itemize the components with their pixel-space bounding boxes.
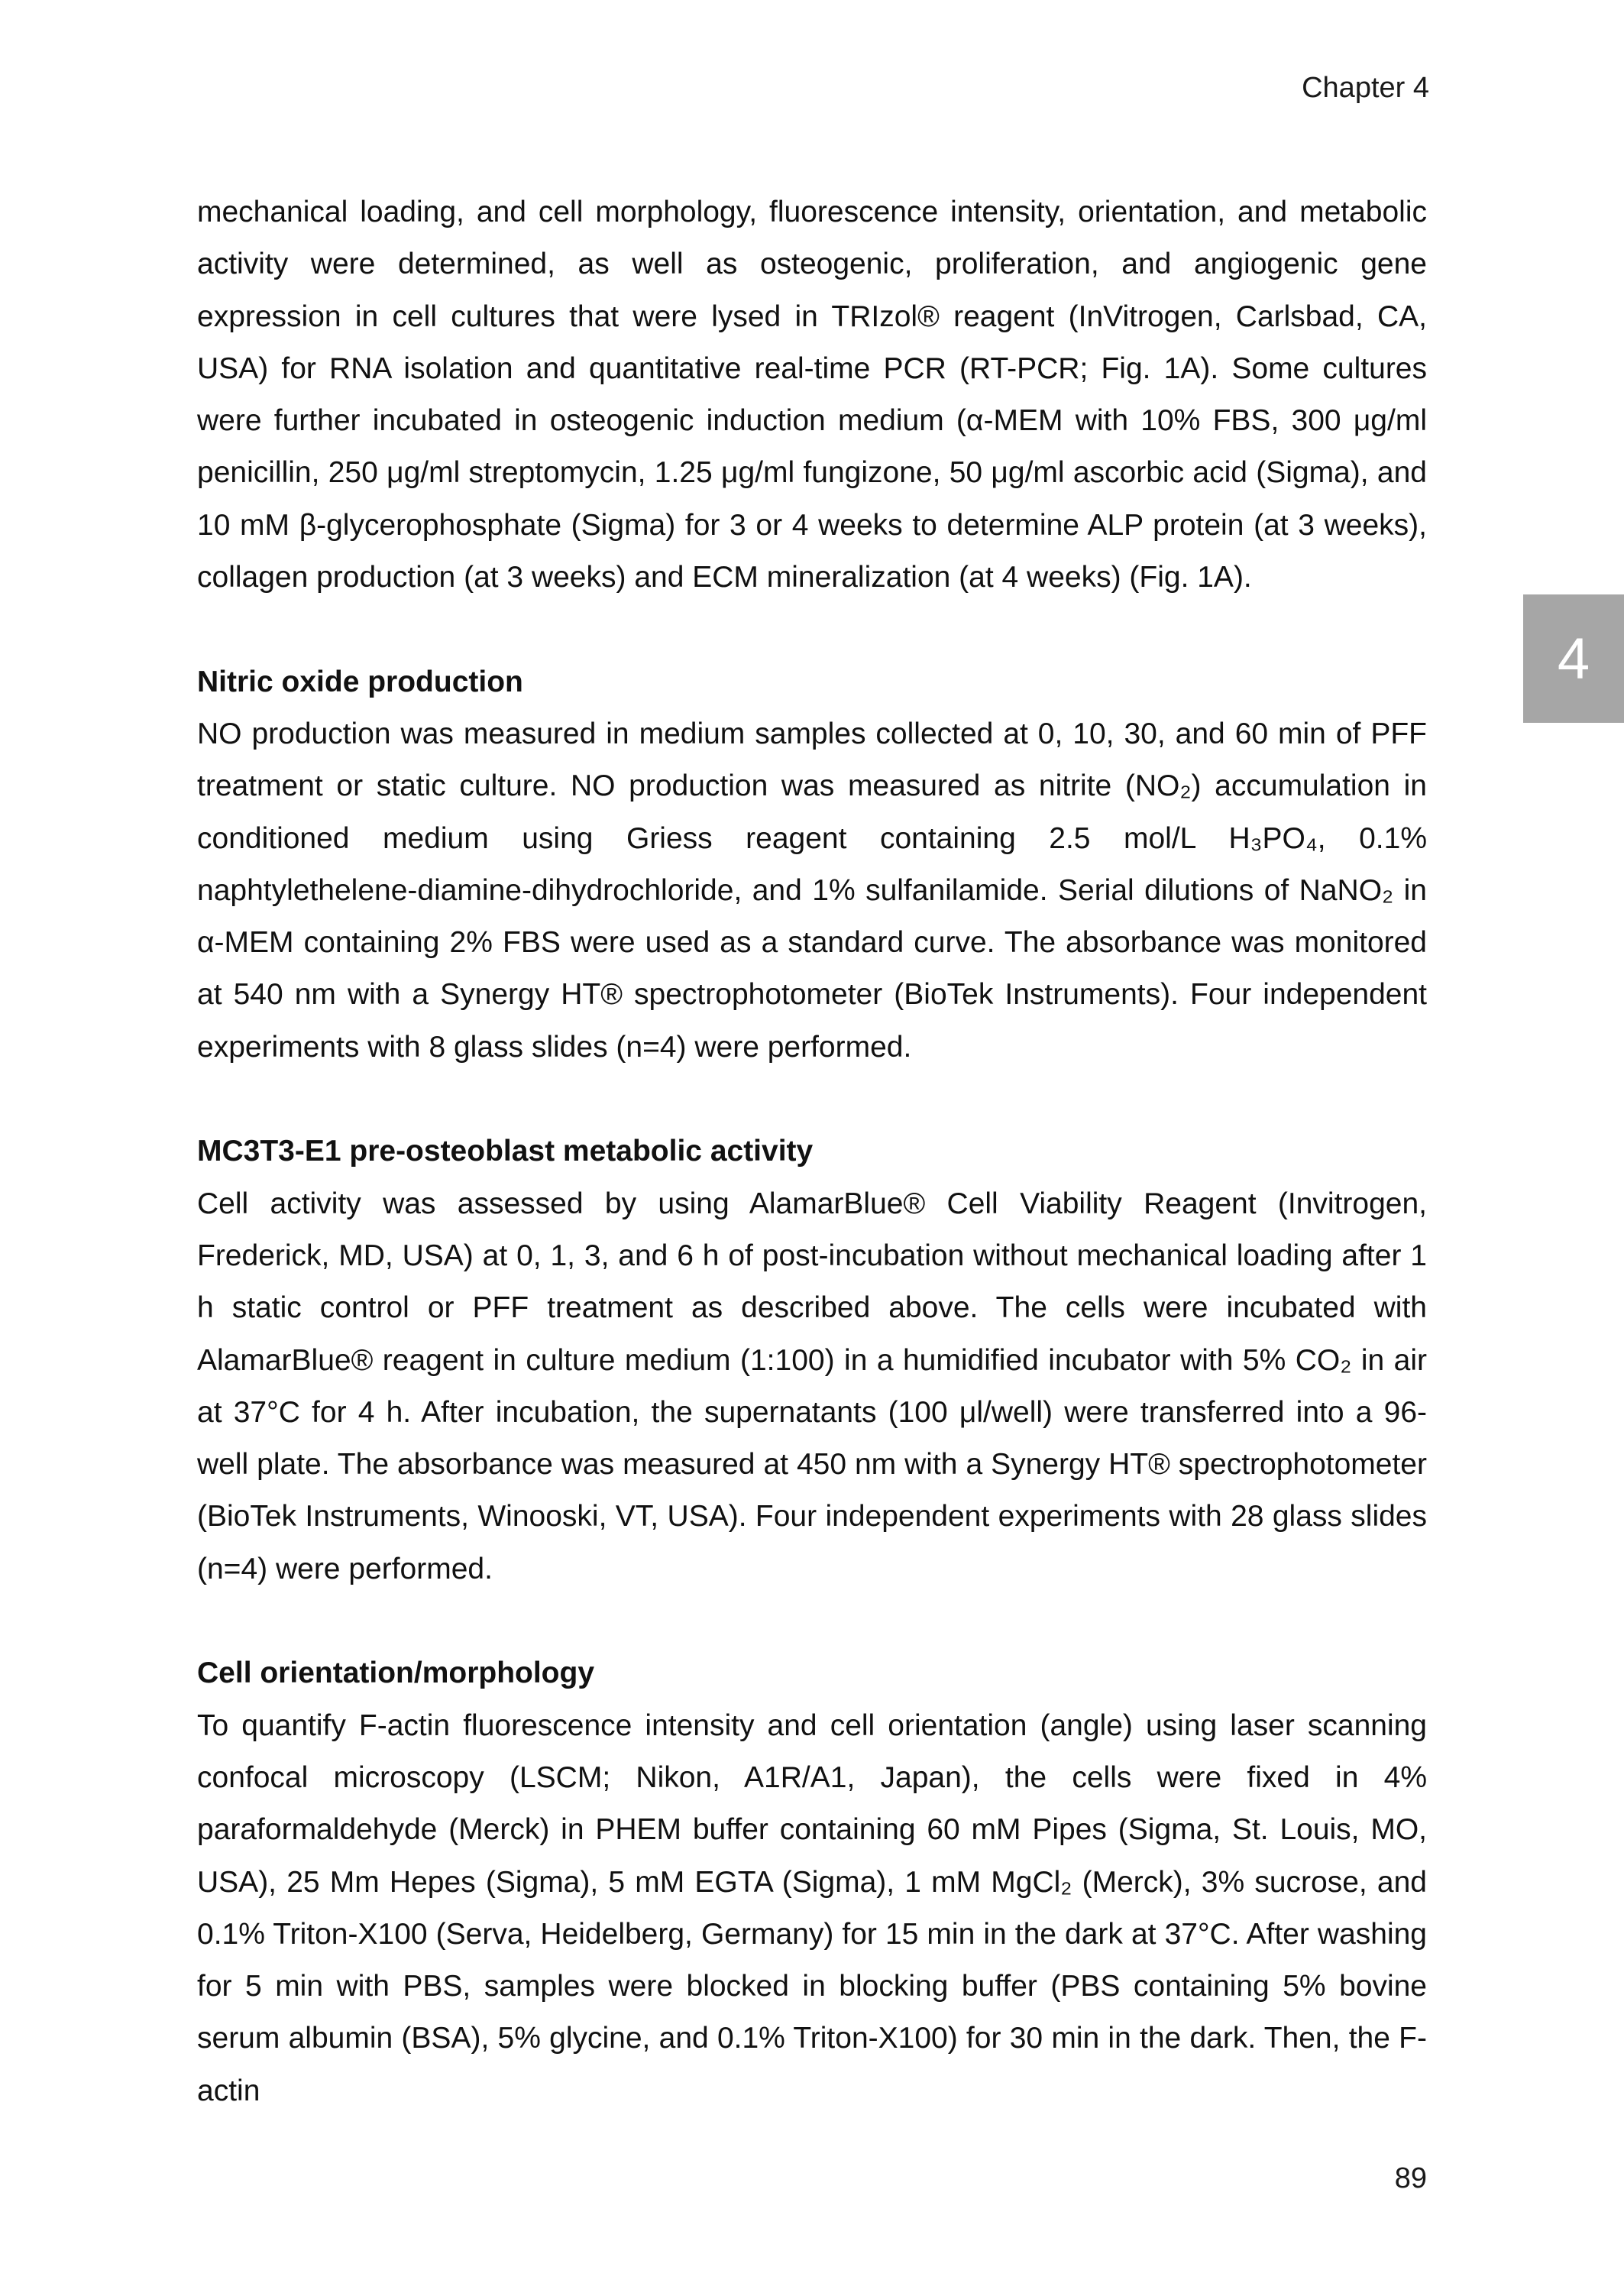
section-paragraph: To quantify F-actin fluorescence intensity and cell orientation (angle) using laser scanning confocal microscopy (LSCM; Nikon, A1R/A1, Japan), the cells were fixed in 4% paraformaldehyde (Merck) in PHEM buffer containing 60 mM Pipes (Sigma, St. Louis, MO, USA), 25 Mm Hepes (Sigma), 5 mM EGTA (Sigma), 1 mM MgCl₂ (Merck), 3% sucrose, and 0.1% Triton-X100 (Serva, Heidelberg, Germany) for 15 min in the dark at 37°C. After washing for 5 min with PBS, samples were blocked in blocking buffer (PBS containing 5% bovine serum albumin (BSA), 5% glycine, and 0.1% Triton-X100) for 30 min in the dark. Then, the F-actin <box>197 1708 1427 2107</box>
section-paragraph: NO production was measured in medium samples collected at 0, 10, 30, and 60 min of PFF treatment or static culture. NO production was measured as nitrite (NO₂) accumulation in conditioned medium using Griess reagent containing 2.5 mol/L H₃PO₄, 0.1% naphtylethelene-diamine-dihydrochloride, and 1% sulfanilamide. Serial dilutions of NaNO₂ in α-MEM containing 2% FBS were used as a standard curve. The absorbance was monitored at 540 nm with a Synergy HT® spectrophotometer (BioTek Instruments). Four independent experiments with 8 glass slides (n=4) were performed. <box>197 717 1427 1064</box>
section-heading: Cell orientation/morphology <box>197 1657 595 1690</box>
paragraph-intro: mechanical loading, and cell morphology, fluorescence intensity, orientation, and metabolic activity were determined, as well as osteogenic, proliferation, and angiogenic gene expression in cell cultures that were lysed in TRIzol® reagent (InVitrogen, Carlsbad, CA, USA) for RNA isolation and quantitative real-time PCR (RT-PCR; Fig. 1A). Some cultures were further incubated in osteogenic induction medium (α-MEM with 10% FBS, 300 μg/ml penicillin, 250 μg/ml streptomycin, 1.25 μg/ml fungizone, 50 μg/ml ascorbic acid (Sigma), and 10 mM β-glycerophosphate (Sigma) for 3 or 4 weeks to determine ALP protein (at 3 weeks), collagen production (at 3 weeks) and ECM mineralization (at 4 weeks) (Fig. 1A). <box>197 196 1427 594</box>
section-intro <box>197 186 1427 604</box>
section-heading: Nitric oxide production <box>197 665 523 698</box>
chapter-thumb-tab <box>1523 594 1624 723</box>
body-text <box>197 186 1427 2117</box>
page-number: 89 <box>1394 2162 1427 2194</box>
section-heading: MC3T3-E1 pre-osteoblast metabolic activity <box>197 1135 814 1168</box>
running-head: Chapter 4 <box>1302 72 1429 104</box>
section-metabolic-activity <box>197 1125 1427 1595</box>
section-cell-orientation <box>197 1647 1427 2117</box>
section-paragraph: Cell activity was assessed by using AlamarBlue® Cell Viability Reagent (Invitrogen, Frederick, MD, USA) at 0, 1, 3, and 6 h of post-incubation without mechanical loading after 1 h static control or PFF treatment as described above. The cells were incubated with AlamarBlue® reagent in culture medium (1:100) in a humidified incubator with 5% CO₂ in air at 37°C for 4 h. After incubation, the supernatants (100 μl/well) were transferred into a 96-well plate. The absorbance was measured at 450 nm with a Synergy HT® spectrophotometer (BioTek Instruments, Winooski, VT, USA). Four independent experiments with 28 glass slides (n=4) were performed. <box>197 1187 1427 1585</box>
chapter-tab-label: 4 <box>1557 626 1590 691</box>
section-nitric-oxide <box>197 656 1427 1074</box>
